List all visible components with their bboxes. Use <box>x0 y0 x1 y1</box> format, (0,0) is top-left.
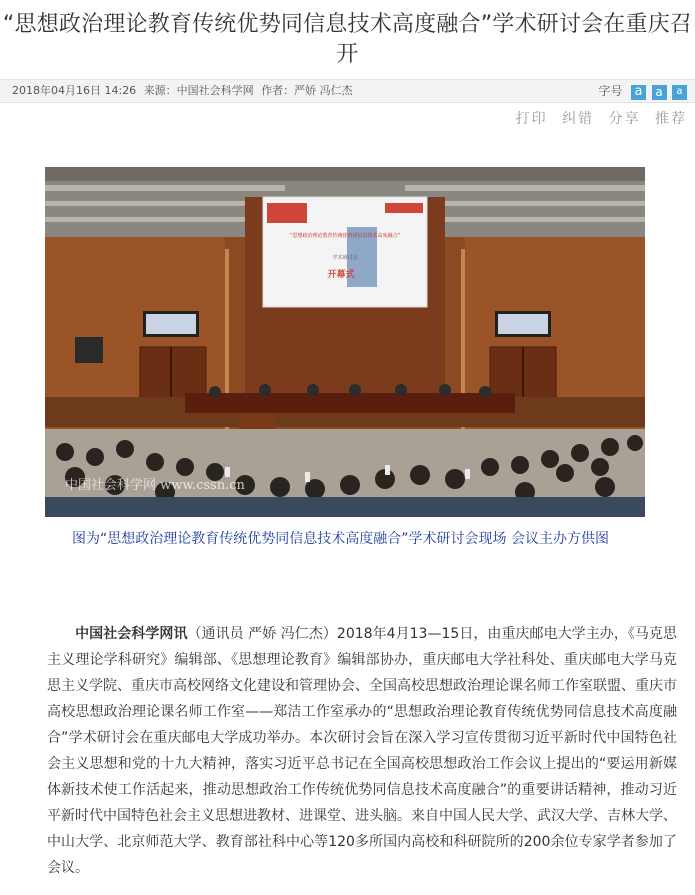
article-tools <box>508 108 687 128</box>
print-link[interactable]: 打印 <box>515 111 548 127</box>
publish-date: 2018年04月16日 14:26 <box>12 84 137 97</box>
recommend-link[interactable]: 推荐 <box>655 111 687 127</box>
article-source: 来源：中国社会科学网 <box>143 84 254 97</box>
font-size-medium-button[interactable]: a <box>652 85 667 100</box>
photo-watermark: 中国社会科学网 www.cssn.cn <box>65 478 245 493</box>
article-title: “思想政治理论教育传统优势同信息技术高度融合”学术研讨会在重庆召开 <box>2 12 693 67</box>
font-size-control <box>598 80 687 103</box>
conference-photo <box>45 167 645 517</box>
screen-ceremony-text: 开幕式 <box>327 270 355 280</box>
share-link[interactable]: 分享 <box>608 111 641 127</box>
body-source: 中国社会科学网讯 <box>75 626 188 642</box>
article-meta <box>12 80 357 102</box>
article-author: 作者：严娇 冯仁杰 <box>261 84 353 97</box>
article-meta-bar <box>0 79 695 103</box>
font-size-label: 字号 <box>598 84 623 98</box>
font-size-small-button[interactable]: a <box>672 85 687 100</box>
article-body <box>47 621 677 881</box>
screen-title-text: “思想政治理论教育传统优势同信息技术高度融合” <box>289 233 401 239</box>
body-paragraph: （通讯员 严娇 冯仁杰）2018年4月13—15日，由重庆邮电大学主办，《马克思主义理论学科研究》编辑部、《思想理论教育》编辑部协办，重庆邮电大学社科处、重庆邮电大学马克思主义学院、重庆市高校网络文化建设和管理协会、全国高校思想政治理论课名师工作室联盟、重庆市高校思想政治理论课名师工作室——郑洁工作室承办的“思想政治理论教育传统优势同信息技术高度融合”学术研讨会在重庆邮电大学成功举办。本次研讨会旨在深入学习宣传贯彻习近平新时代中国特色社会主义思想和党的十九大精神，落实习近平总书记在全国高校思想政治工作会议上提出的“要运用新媒体新技术使工作活起来，推动思想政治工作传统优势同信息技术高度融合”的重要讲话精神，推动习近平新时代中国特色社会主义思想进教材、进课堂、进头脑。来自中国人民大学、武汉大学、吉林大学、中山大学、北京师范大学、教育部社科中心等120多所国内高校和科研院所的200余位专家学者参加了会议。 <box>47 626 677 876</box>
font-size-large-button[interactable]: a <box>631 85 646 100</box>
photo-caption: 图为“思想政治理论教育传统优势同信息技术高度融合”学术研讨会现场 会议主办方供图 <box>72 531 609 547</box>
report-error-link[interactable]: 纠错 <box>562 111 595 127</box>
screen-sub-text: 学术研讨会 <box>332 255 358 261</box>
